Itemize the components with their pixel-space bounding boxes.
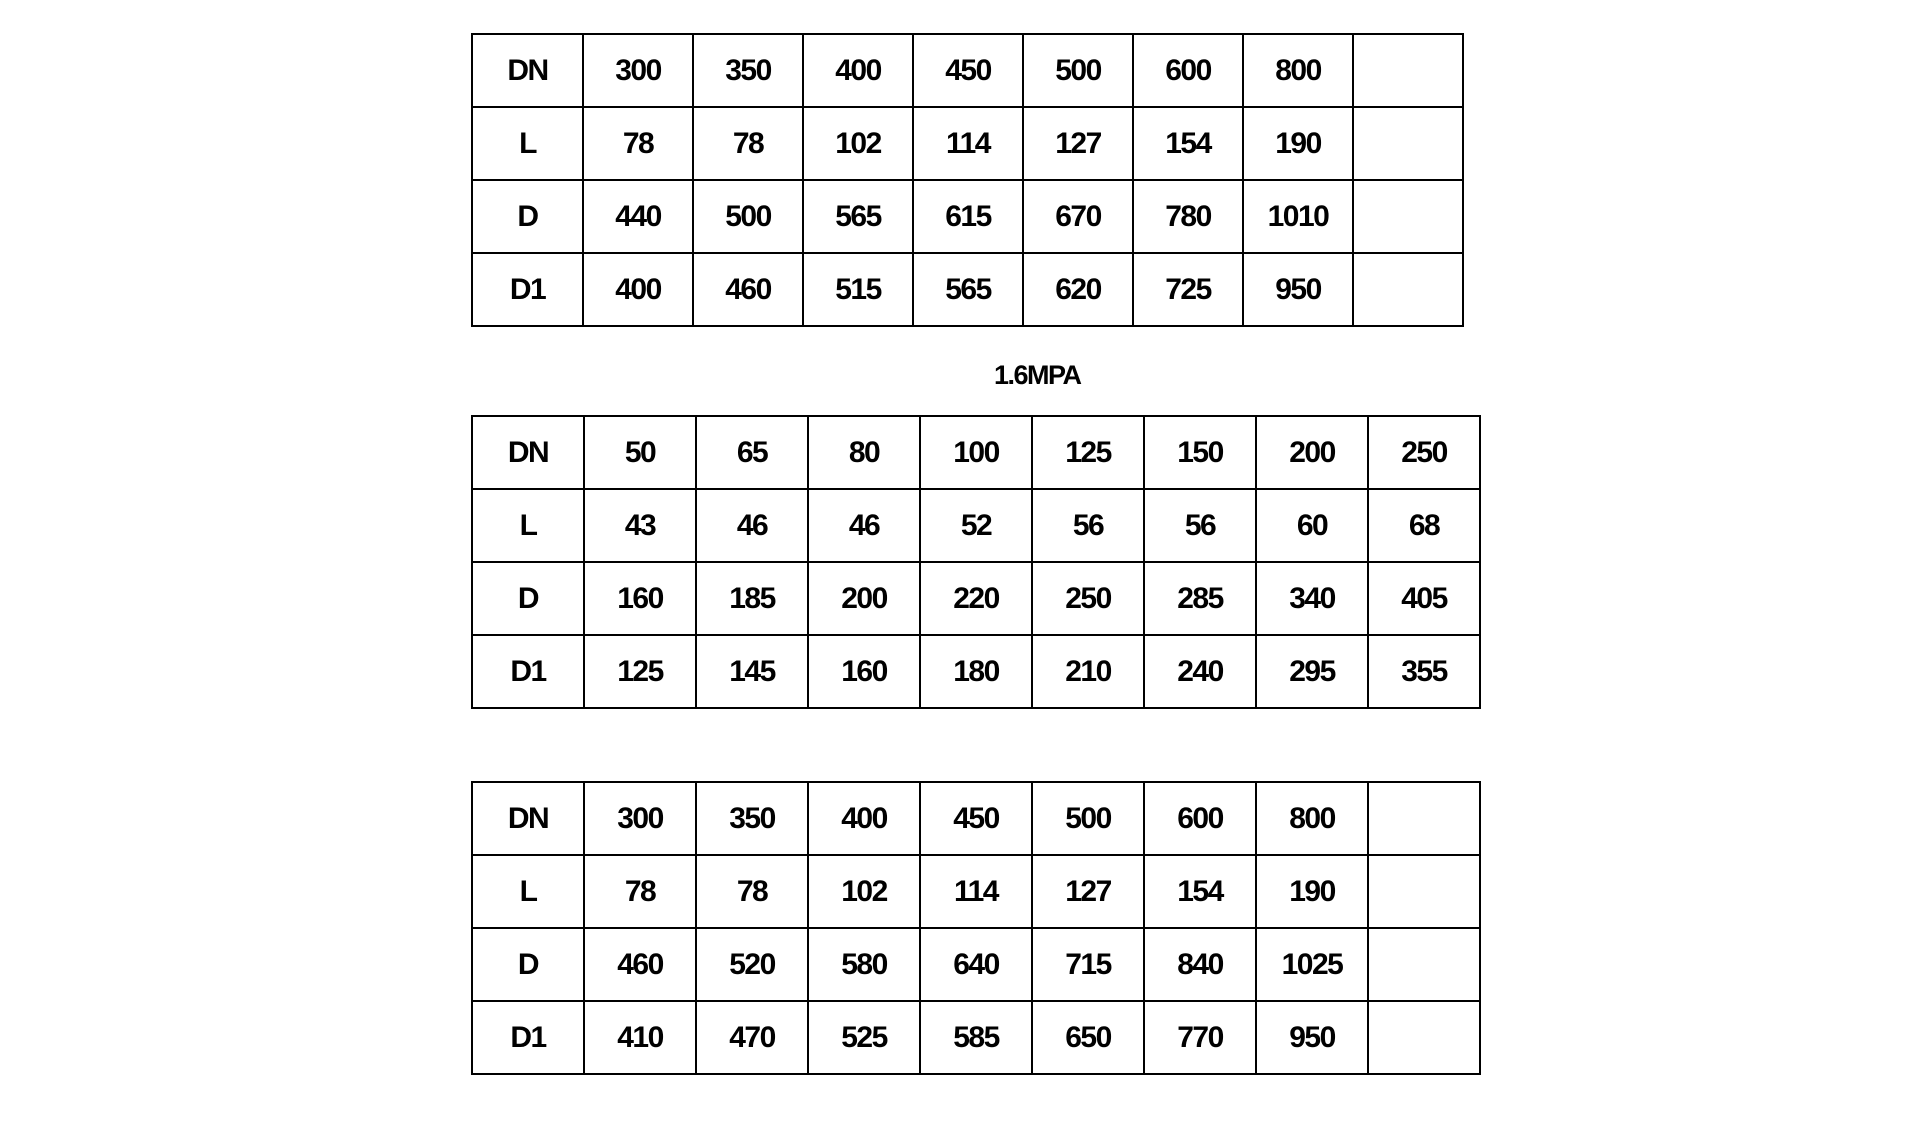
table-cell: 350 (693, 34, 803, 107)
table-cell: 565 (913, 253, 1023, 326)
table-cell: 240 (1144, 635, 1256, 708)
table-row-d (472, 180, 1463, 253)
table-cell: 220 (920, 562, 1032, 635)
table-cell: 150 (1144, 416, 1256, 489)
table-row-l (472, 107, 1463, 180)
table-row-dn (472, 34, 1463, 107)
table-cell-empty (1353, 180, 1463, 253)
table-cell: 185 (696, 562, 808, 635)
table-row-d1 (472, 635, 1480, 708)
table-cell: 585 (920, 1001, 1032, 1074)
table-row-dn (472, 782, 1480, 855)
table-cell: 200 (808, 562, 920, 635)
table-row-d1 (472, 1001, 1480, 1074)
table-cell: 160 (584, 562, 696, 635)
table-cell: 950 (1243, 253, 1353, 326)
table-cell: 355 (1368, 635, 1480, 708)
table-cell: 800 (1243, 34, 1353, 107)
table-cell: 300 (584, 782, 696, 855)
table-cell: 640 (920, 928, 1032, 1001)
table-cell: 60 (1256, 489, 1368, 562)
table-cell: 650 (1032, 1001, 1144, 1074)
table-cell: 520 (696, 928, 808, 1001)
table-cell: 300 (583, 34, 693, 107)
table-cell: 102 (803, 107, 913, 180)
table-cell: 670 (1023, 180, 1133, 253)
table-cell: 460 (584, 928, 696, 1001)
table-cell: 350 (696, 782, 808, 855)
table-cell: 1025 (1256, 928, 1368, 1001)
table-body (472, 34, 1463, 326)
table-cell: 770 (1144, 1001, 1256, 1074)
table-cell: 295 (1256, 635, 1368, 708)
table-body (472, 416, 1480, 708)
table-cell: 56 (1032, 489, 1144, 562)
table-cell-empty (1353, 34, 1463, 107)
table-cell: 78 (693, 107, 803, 180)
table-body (472, 782, 1480, 1074)
dimension-table-top (471, 33, 1464, 327)
table-cell: 460 (693, 253, 803, 326)
table-cell: 43 (584, 489, 696, 562)
table-cell: 190 (1243, 107, 1353, 180)
table-cell: 500 (693, 180, 803, 253)
row-label-dn: DN (472, 782, 584, 855)
table-row-d (472, 562, 1480, 635)
table-cell: 340 (1256, 562, 1368, 635)
table-cell: 114 (920, 855, 1032, 928)
row-label-d: D (472, 928, 584, 1001)
table-cell-empty (1368, 928, 1480, 1001)
table-cell: 400 (808, 782, 920, 855)
row-label-d1: D1 (472, 253, 583, 326)
table-cell: 600 (1133, 34, 1243, 107)
table-cell: 160 (808, 635, 920, 708)
table-cell: 565 (803, 180, 913, 253)
table-cell-empty (1353, 107, 1463, 180)
table-cell: 950 (1256, 1001, 1368, 1074)
table-cell: 46 (696, 489, 808, 562)
table-cell: 68 (1368, 489, 1480, 562)
row-label-dn: DN (472, 416, 584, 489)
table-cell: 200 (1256, 416, 1368, 489)
table-cell-empty (1368, 782, 1480, 855)
row-label-d: D (472, 180, 583, 253)
table-cell: 210 (1032, 635, 1144, 708)
table-cell-empty (1368, 855, 1480, 928)
table-cell: 56 (1144, 489, 1256, 562)
table-cell: 127 (1023, 107, 1133, 180)
table-cell: 114 (913, 107, 1023, 180)
table-cell-empty (1353, 253, 1463, 326)
table-cell: 780 (1133, 180, 1243, 253)
table-row-l (472, 489, 1480, 562)
table-cell: 500 (1023, 34, 1133, 107)
table-row-dn (472, 416, 1480, 489)
table-cell: 100 (920, 416, 1032, 489)
table-cell: 400 (803, 34, 913, 107)
table-cell: 154 (1133, 107, 1243, 180)
pressure-rating-label: 1.6MPA (994, 360, 1081, 390)
table-cell: 145 (696, 635, 808, 708)
table-cell: 78 (584, 855, 696, 928)
table-cell: 250 (1368, 416, 1480, 489)
row-label-d: D (472, 562, 584, 635)
table-cell: 125 (1032, 416, 1144, 489)
row-label-dn: DN (472, 34, 583, 107)
table-cell: 154 (1144, 855, 1256, 928)
row-label-d1: D1 (472, 1001, 584, 1074)
table-cell: 78 (696, 855, 808, 928)
table-cell: 470 (696, 1001, 808, 1074)
table-cell: 80 (808, 416, 920, 489)
table-cell: 400 (583, 253, 693, 326)
table-cell: 46 (808, 489, 920, 562)
table-cell: 405 (1368, 562, 1480, 635)
table-cell: 525 (808, 1001, 920, 1074)
dimension-table-middle (471, 415, 1481, 709)
table-cell: 52 (920, 489, 1032, 562)
row-label-l: L (472, 489, 584, 562)
table-cell-empty (1368, 1001, 1480, 1074)
table-cell: 1010 (1243, 180, 1353, 253)
table-cell: 840 (1144, 928, 1256, 1001)
table-cell: 715 (1032, 928, 1144, 1001)
table-row-d1 (472, 253, 1463, 326)
table-cell: 250 (1032, 562, 1144, 635)
table-cell: 102 (808, 855, 920, 928)
table-cell: 620 (1023, 253, 1133, 326)
table-cell: 450 (920, 782, 1032, 855)
row-label-l: L (472, 107, 583, 180)
table-cell: 725 (1133, 253, 1243, 326)
table-cell: 450 (913, 34, 1023, 107)
table-cell: 600 (1144, 782, 1256, 855)
table-cell: 50 (584, 416, 696, 489)
table-cell: 78 (583, 107, 693, 180)
table-cell: 500 (1032, 782, 1144, 855)
dimension-table-bottom (471, 781, 1481, 1075)
table-cell: 285 (1144, 562, 1256, 635)
row-label-d1: D1 (472, 635, 584, 708)
table-cell: 410 (584, 1001, 696, 1074)
table-cell: 125 (584, 635, 696, 708)
table-cell: 515 (803, 253, 913, 326)
table-cell: 127 (1032, 855, 1144, 928)
table-cell: 800 (1256, 782, 1368, 855)
table-row-l (472, 855, 1480, 928)
table-cell: 615 (913, 180, 1023, 253)
table-cell: 440 (583, 180, 693, 253)
table-row-d (472, 928, 1480, 1001)
table-cell: 190 (1256, 855, 1368, 928)
table-cell: 180 (920, 635, 1032, 708)
table-cell: 65 (696, 416, 808, 489)
table-cell: 580 (808, 928, 920, 1001)
row-label-l: L (472, 855, 584, 928)
